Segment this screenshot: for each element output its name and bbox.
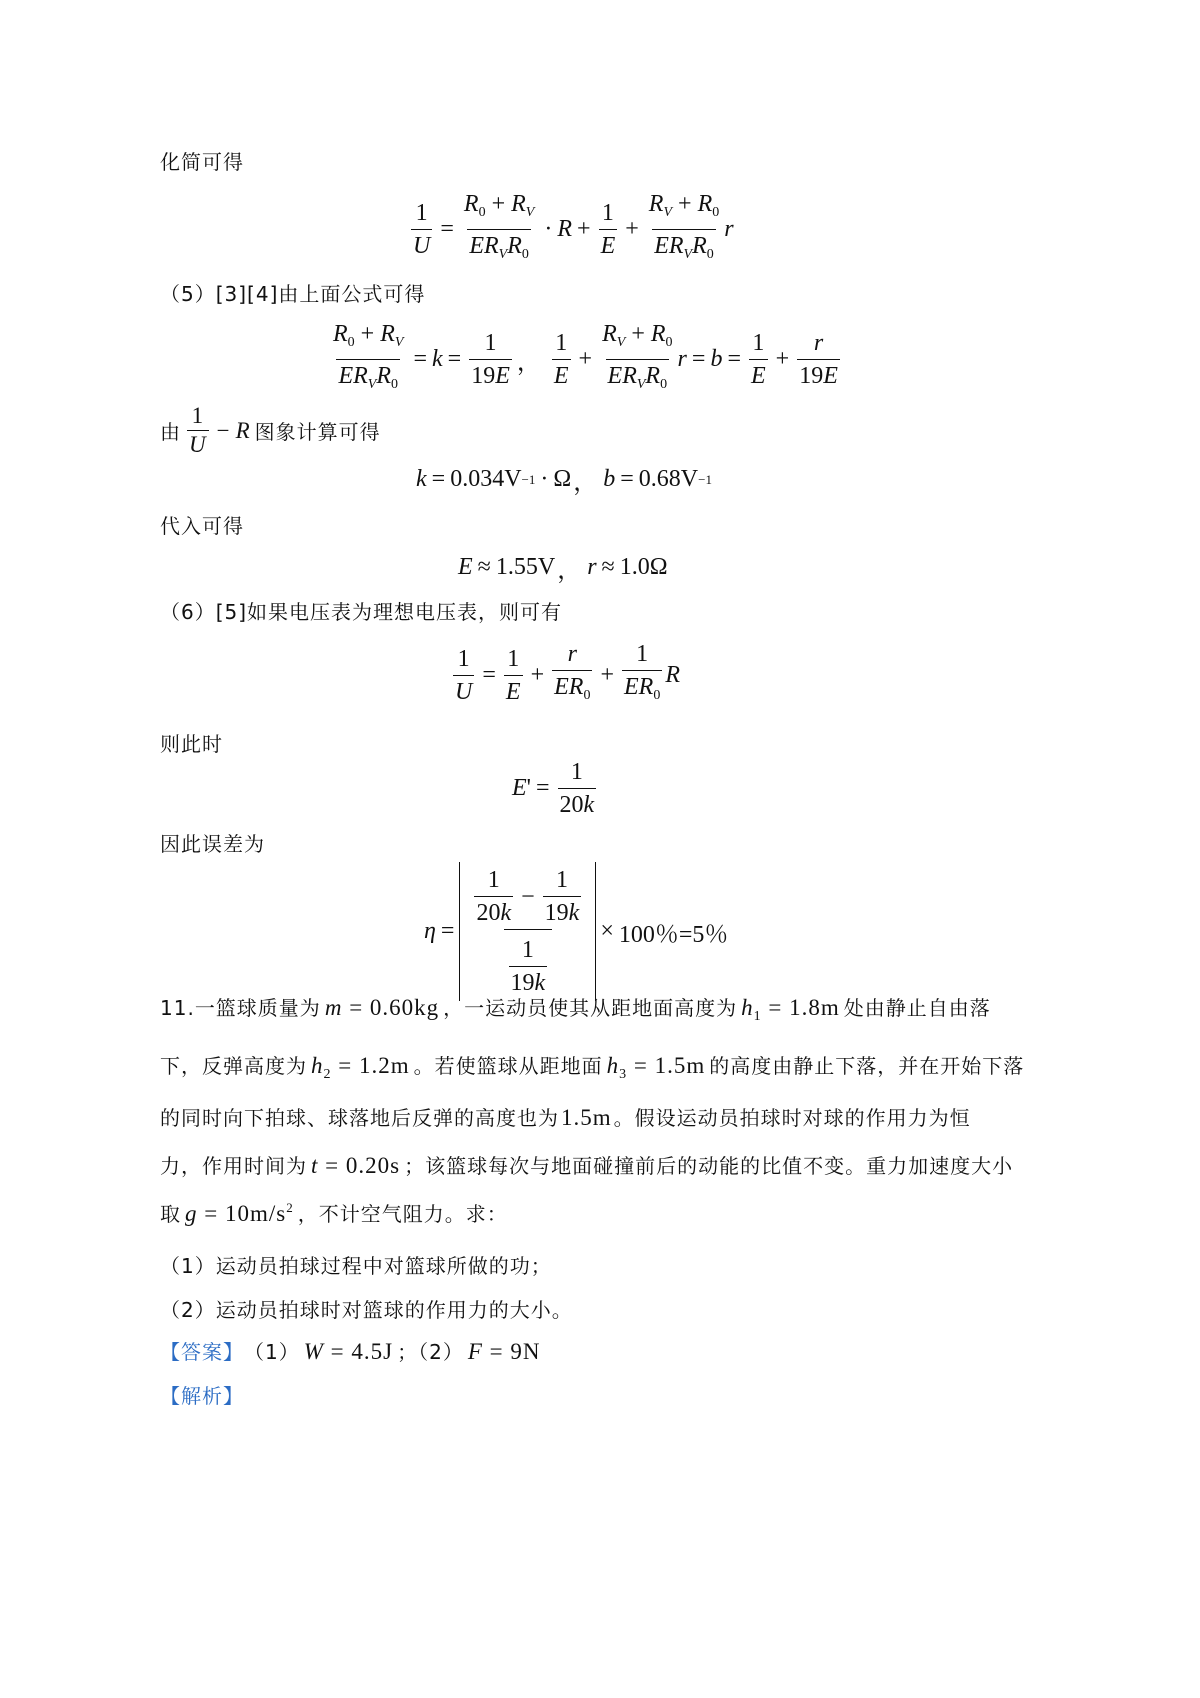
q11-h: 。假设运动员拍球时对球的作用力为恒 bbox=[613, 1106, 971, 1130]
formula-er: E ≈ 1.55V ， r ≈ 1.0Ω bbox=[458, 550, 668, 585]
q11-b: ，一运动员使其从距地面高度为 bbox=[443, 996, 738, 1020]
nineteen-a: 19 bbox=[471, 363, 496, 389]
q11-line3 bbox=[160, 1102, 971, 1131]
q11-number: 11. bbox=[160, 996, 195, 1020]
h1: 1.8m bbox=[789, 995, 840, 1020]
q11-a: 一篮球质量为 bbox=[194, 996, 321, 1020]
analysis-tag: 【解析】 bbox=[160, 1384, 244, 1408]
text-part6: （6）[5]如果电压表为理想电压表，则可有 bbox=[160, 600, 563, 624]
W-answer: 4.5J bbox=[351, 1339, 394, 1364]
eta-result: =5％ bbox=[678, 922, 729, 948]
q11-i: 力，作用时间为 bbox=[160, 1154, 307, 1178]
b-value: 0.68 bbox=[638, 466, 681, 492]
formula-2: $\frac{R_0 + R_V}{ER_VR_0}$ = k = $\frac{1}{19E}$ ， $\frac{1}{E}$ + $\frac{R_V + R_0}{ER_VR_0}$ r = b = $\frac{1}{E}$ + $\frac{r}{19E}$ bbox=[328, 320, 843, 399]
ask-2: （2）运动员拍球时对篮球的作用力的大小。 bbox=[160, 1298, 573, 1322]
text-error: 因此误差为 bbox=[160, 832, 265, 856]
from-graph-post: 图象计算可得 bbox=[254, 420, 381, 444]
mass: 0.60kg bbox=[369, 995, 440, 1020]
nineteen-c: 19 bbox=[544, 900, 569, 926]
comma-a: ， bbox=[516, 350, 541, 376]
formula-kb: k = 0.034 V −1 · Ω ， b = 0.68 V −1 bbox=[416, 462, 712, 497]
from-graph-pre: 由 bbox=[160, 420, 181, 444]
q11-line2: 下，反弹高度为 $h_2 = 1.2m$ 。若使篮球从距地面 $h_3 = 1.5m$ 的高度由静止下落，并在开始下落 bbox=[160, 1050, 1024, 1083]
ask-1: （1）运动员拍球过程中对篮球所做的功； bbox=[160, 1254, 552, 1278]
twenty-a: 20 bbox=[559, 792, 584, 818]
percent: 100％ bbox=[618, 922, 679, 948]
answer-1-label: （1） bbox=[244, 1340, 300, 1364]
text-from-graph: 由 $\frac{1}{U}$ − R 图象计算可得 bbox=[160, 403, 381, 457]
text-substitute: 代入可得 bbox=[160, 514, 244, 538]
q11-line4: 力，作用时间为 t = 0.20s ；该篮球每次与地面碰撞前后的动能的比值不变。重力加速度大小 bbox=[160, 1150, 1013, 1179]
text-then: 则此时 bbox=[160, 732, 223, 756]
comma-c: ， bbox=[557, 558, 582, 584]
text-part5: （5）[3][4]由上面公式可得 bbox=[160, 282, 426, 306]
q11-e: 。若使篮球从距地面 bbox=[413, 1054, 603, 1078]
q11-c: 处由静止自由落 bbox=[843, 996, 991, 1020]
q11-f: 的高度由静止下落，并在开始下落 bbox=[709, 1054, 1025, 1078]
formula-eprime: E ' = $\frac{1}{20k}$ bbox=[512, 759, 595, 818]
answer-line: 【答案】 （1） W = 4.5J ；（2） F = 9N bbox=[160, 1336, 545, 1365]
q11-d: 下，反弹高度为 bbox=[160, 1054, 307, 1078]
q11-j: ；该篮球每次与地面碰撞前后的动能的比值不变。重力加速度大小 bbox=[404, 1154, 1014, 1178]
answer-tag: 【答案】 bbox=[160, 1340, 244, 1364]
gravity: 10m/s bbox=[224, 1201, 287, 1226]
E-value: 1.55V bbox=[495, 554, 556, 580]
q11-line5: 取 $g = 10m/s^2$ ，不计空气阻力。求： bbox=[160, 1200, 508, 1226]
nineteen-d: 19 bbox=[510, 970, 535, 996]
h3: 1.5m bbox=[654, 1053, 706, 1078]
q11-k: 取 bbox=[160, 1202, 181, 1226]
r-value: 1.0Ω bbox=[619, 554, 668, 580]
comma-b: ， bbox=[573, 470, 598, 496]
q11-l: ，不计空气阻力。求： bbox=[297, 1202, 508, 1226]
formula-1: $\frac{1}{U}$ = $\frac{R_0 + R_V}{ER_VR_0}$ · R + $\frac{1}{E}$ + $\frac{R_V + R_0}{ER_VR_0}$ r bbox=[408, 190, 734, 269]
answer-sep: ；（2） bbox=[397, 1340, 464, 1364]
k-value: 0.034 bbox=[450, 466, 505, 492]
time: 0.20s bbox=[345, 1153, 401, 1178]
nineteen-b: 19 bbox=[799, 363, 824, 389]
twenty-b: 20 bbox=[476, 900, 501, 926]
h3-repeat: 1.5m bbox=[561, 1105, 612, 1130]
F-answer: 9N bbox=[510, 1339, 541, 1364]
text-simplify: 化简可得 bbox=[160, 150, 244, 174]
q11-g: 的同时向下拍球、球落地后反弹的高度也为 bbox=[160, 1106, 559, 1130]
q11-line1: 11. 一篮球质量为 m = 0.60kg ，一运动员使其从距地面高度为 $h_1 = 1.8m$ 处由静止自由落 bbox=[160, 992, 991, 1025]
h2: 1.2m bbox=[358, 1053, 410, 1078]
formula-eta: η = $\frac{1}{20k}$ − $\frac{1}{19k}$ $\frac{1}{19k}$ × 100％ =5％ bbox=[424, 862, 728, 1001]
formula-ideal: $\frac{1}{U}$ = $\frac{1}{E}$ + $\frac{r}{ER_0}$ + $\frac{1}{ER_0}$ R bbox=[450, 640, 680, 710]
